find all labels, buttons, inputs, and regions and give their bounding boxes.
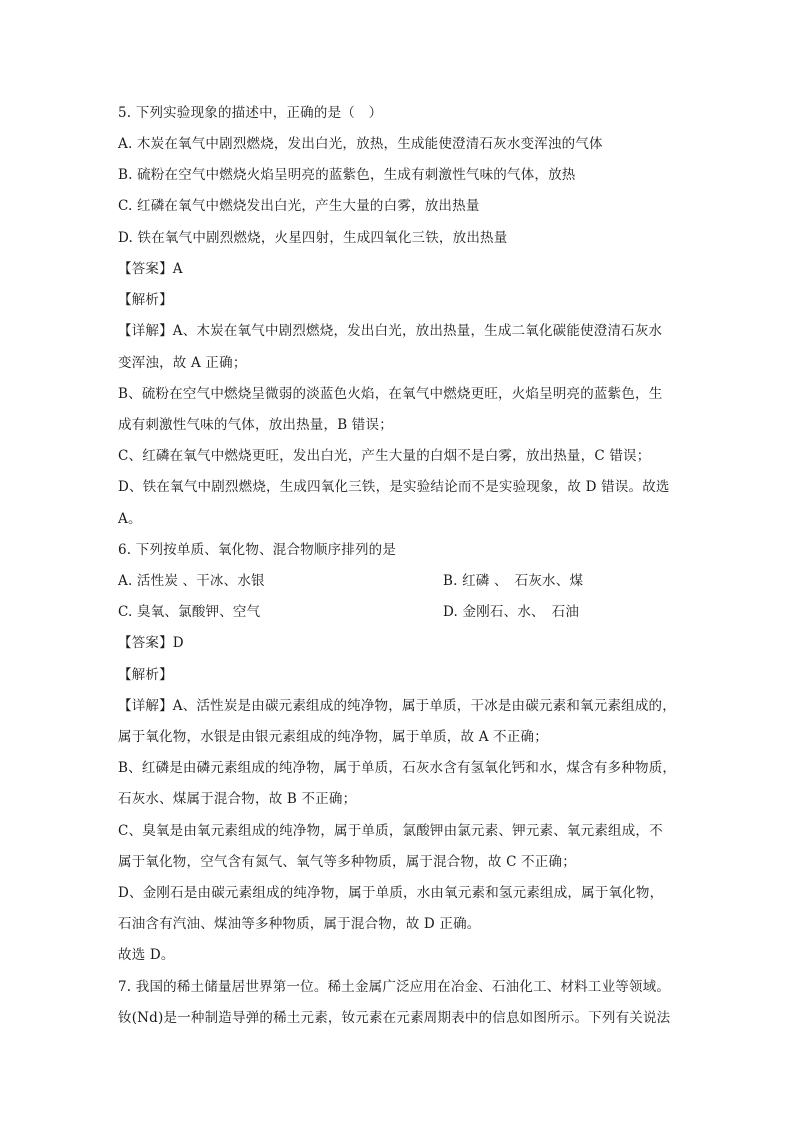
- q6-explanation-line: D、金刚石是由碳元素组成的纯净物，属于单质，水由氧元素和氢元素组成，属于氧化物，: [118, 885, 664, 901]
- q6-explanation-line: 石灰水、煤属于混合物，故 B 不正确；: [118, 791, 357, 807]
- q6-option-d: D. 金刚石、水、 石油: [443, 604, 580, 620]
- q6-explanation-line: 属于氧化物，水银是由银元素组成的纯净物，属于单质，故 A 不正确；: [118, 729, 548, 745]
- q5-explanation-line: C、红磷在氧气中燃烧更旺，发出白光，产生大量的白烟不是白雾，放出热量，C 错误；: [118, 448, 651, 464]
- q5-analysis-heading: 【解析】: [118, 292, 173, 308]
- q5-option-d: D. 铁在氧气中剧烈燃烧，火星四射，生成四氧化三铁，放出热量: [118, 230, 508, 246]
- q5-explanation-line: D、铁在氧气中剧烈燃烧，生成四氧化三铁，是实验结论而不是实验现象，故 D 错误。故选: [118, 479, 670, 495]
- q6-explanation-line: C、臭氧是由氧元素组成的纯净物，属于单质，氯酸钾由氯元素、钾元素、氧元素组成，不: [118, 823, 663, 839]
- q6-conclusion: 故选 D。: [118, 947, 175, 963]
- q5-explanation-line: B、硫粉在空气中燃烧呈微弱的淡蓝色火焰，在氧气中燃烧更旺，火焰呈明亮的蓝紫色，生: [118, 386, 663, 402]
- q5-explanation-line: A。: [118, 511, 142, 527]
- q6-option-b: B. 红磷 、 石灰水、煤: [443, 573, 584, 589]
- q6-explanation-line: 石油含有汽油、煤油等多种物质，属于混合物，故 D 正确。: [118, 916, 481, 932]
- q6-answer: 【答案】D: [118, 635, 184, 651]
- q5-option-a: A. 木炭在氧气中剧烈燃烧，发出白光，放热，生成能使澄清石灰水变浑浊的气体: [118, 136, 603, 152]
- q7-stem-line: 钕(Nd)是一种制造导弹的稀土元素，钕元素在元素周期表中的信息如图所示。下列有关说法: [118, 1010, 671, 1026]
- q7-stem-line: 7. 我国的稀土储量居世界第一位。稀土金属广泛应用在冶金、石油化工、材料工业等领域。: [118, 979, 671, 995]
- q6-stem: 6. 下列按单质、氧化物、混合物顺序排列的是: [118, 542, 397, 558]
- q6-option-c: C. 臭氧、氯酸钾、空气: [118, 604, 261, 620]
- q5-explanation-line: 【详解】A、木炭在氧气中剧烈燃烧，发出白光，放出热量，生成二氧化碳能使澄清石灰水: [118, 323, 663, 339]
- q5-answer: 【答案】A: [118, 261, 183, 277]
- q6-explanation-line: 【详解】A、活性炭是由碳元素组成的纯净物，属于单质，干冰是由碳元素和氧元素组成的，: [118, 698, 676, 714]
- q6-analysis-heading: 【解析】: [118, 667, 173, 683]
- q5-option-c: C. 红磷在氧气中燃烧发出白光，产生大量的白雾，放出热量: [118, 198, 480, 214]
- q5-stem: 5. 下列实验现象的描述中，正确的是（ ）: [118, 105, 383, 121]
- q5-explanation-line: 成有刺激性气味的气体，放出热量，B 错误；: [118, 417, 393, 433]
- q6-option-a: A. 活性炭 、干冰、水银: [118, 573, 265, 589]
- q5-option-b: B. 硫粉在空气中燃烧火焰呈明亮的蓝紫色，生成有刺激性气味的气体，放热: [118, 167, 576, 183]
- q6-explanation-line: B、红磷是由磷元素组成的纯净物，属于单质，石灰水含有氢氧化钙和水，煤含有多种物质，: [118, 760, 677, 776]
- q6-explanation-line: 属于氧化物，空气含有氮气、氧气等多种物质，属于混合物，故 C 不正确；: [118, 854, 576, 870]
- q5-explanation-line: 变浑浊，故 A 正确；: [118, 355, 247, 371]
